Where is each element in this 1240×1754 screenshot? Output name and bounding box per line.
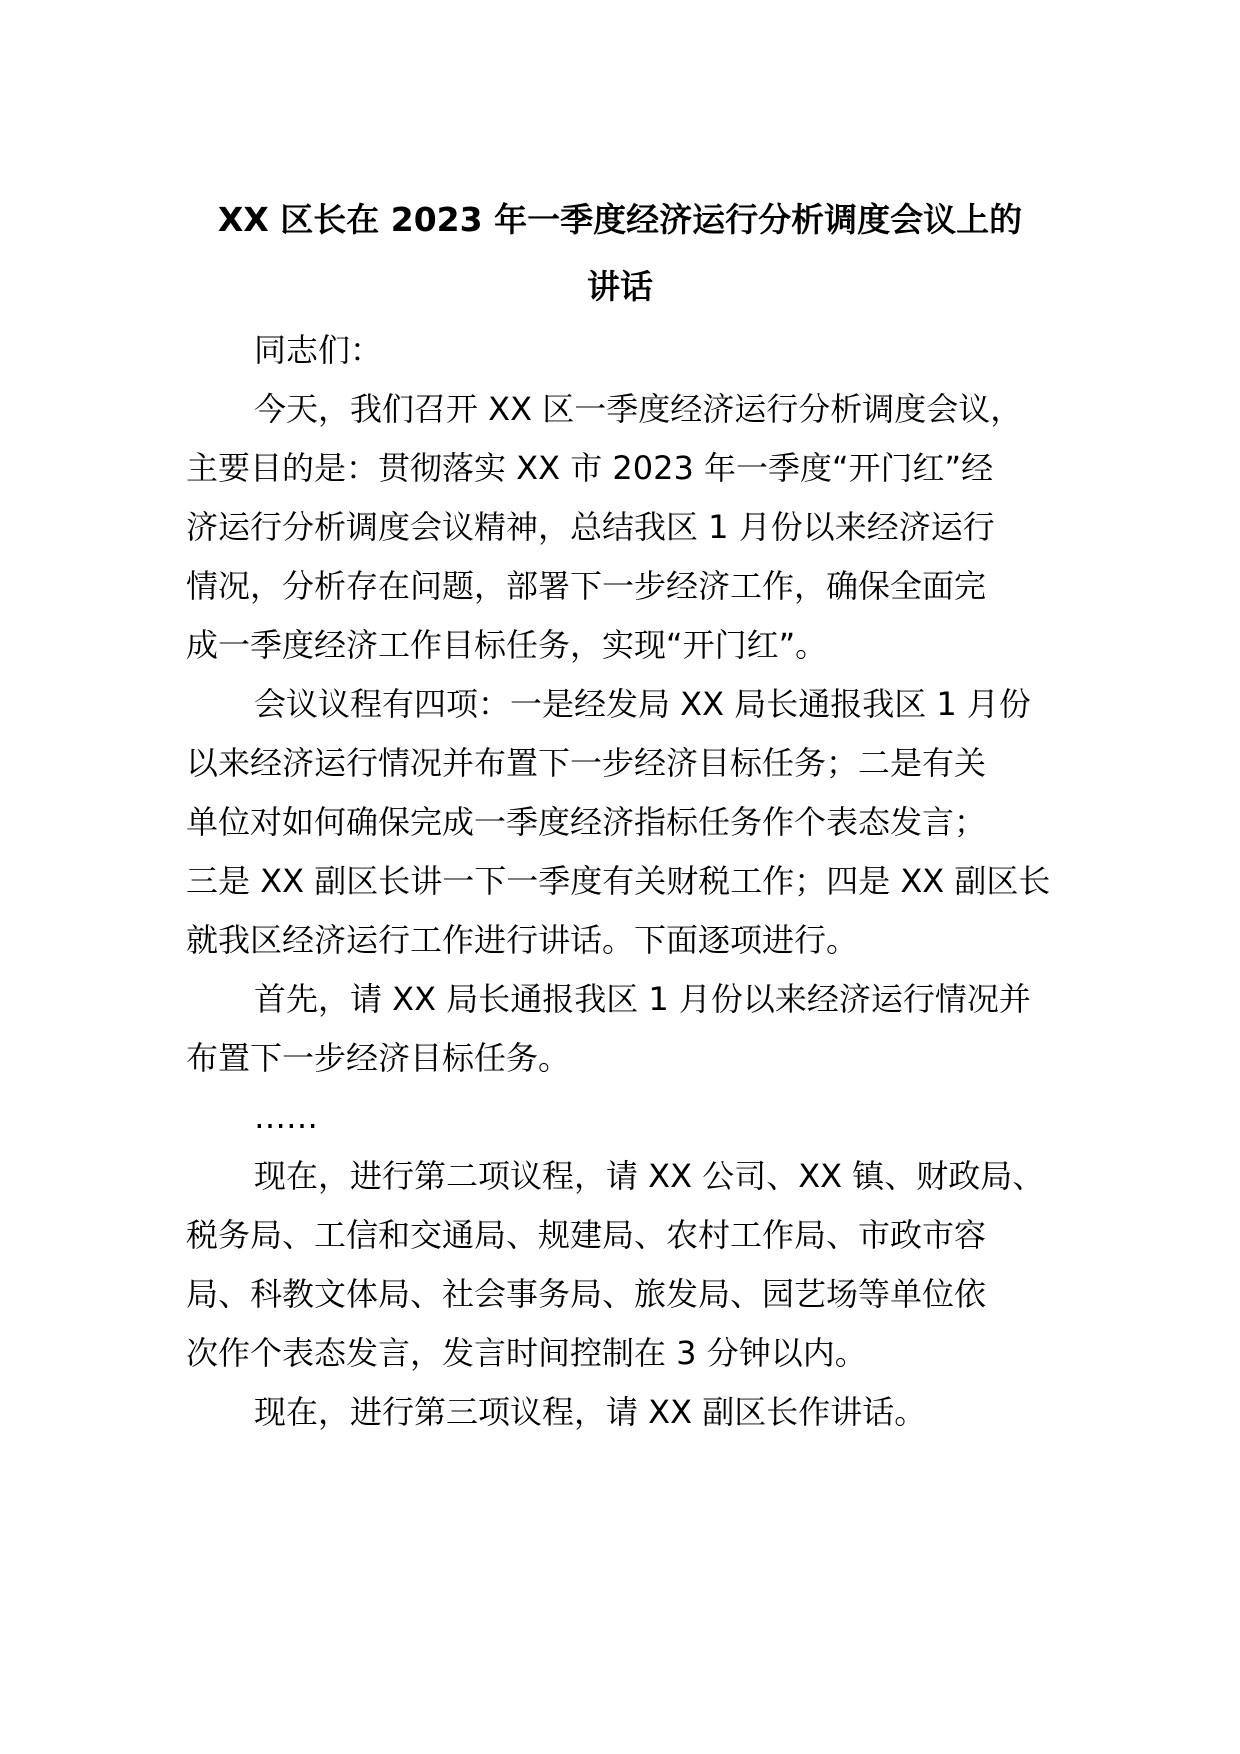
body-line: 成一季度经济工作目标任务，实现“开门红”。 [186,626,828,664]
body-line: 布置下一步经济目标任务。 [186,1039,571,1077]
body-line: 以来经济运行情况并布置下一步经济目标任务；二是有关 [186,744,987,782]
body-line: 现在，进行第三项议程，请 XX 副区长作讲话。 [254,1393,927,1431]
body-line: 现在，进行第二项议程，请 XX 公司、XX 镇、财政局、 [254,1157,1045,1195]
body-line: 三是 XX 副区长讲一下一季度有关财税工作；四是 XX 副区长 [186,862,1051,900]
salutation: 同志们： [254,331,383,369]
body-line: 就我区经济运行工作进行讲话。下面逐项进行。 [186,921,859,959]
document-title-line-1: XX 区长在 2023 年一季度经济运行分析调度会议上的 [217,200,1023,239]
body-line: 首先，请 XX 局长通报我区 1 月份以来经济运行情况并 [254,980,1031,1018]
body-line: 情况，分析存在问题，部署下一步经济工作，确保全面完 [186,567,987,605]
body-line: 济运行分析调度会议精神，总结我区 1 月份以来经济运行 [186,508,995,546]
body-line: 今天，我们召开 XX 区一季度经济运行分析调度会议， [254,390,1023,428]
body-line: 单位对如何确保完成一季度经济指标任务作个表态发言； [186,803,987,841]
body-line: 主要目的是：贯彻落实 XX 市 2023 年一季度“开门红”经 [186,449,994,487]
body-line: 会议议程有四项：一是经发局 XX 局长通报我区 1 月份 [254,685,1031,723]
body-line: 税务局、工信和交通局、规建局、农村工作局、市政市容 [186,1216,987,1254]
body-line: 局、科教文体局、社会事务局、旅发局、园艺场等单位依 [186,1275,987,1313]
document-title-line-2: 讲话 [587,267,653,306]
body-line: 次作个表态发言，发言时间控制在 3 分钟以内。 [186,1334,867,1372]
ellipsis-line: …… [254,1098,318,1136]
